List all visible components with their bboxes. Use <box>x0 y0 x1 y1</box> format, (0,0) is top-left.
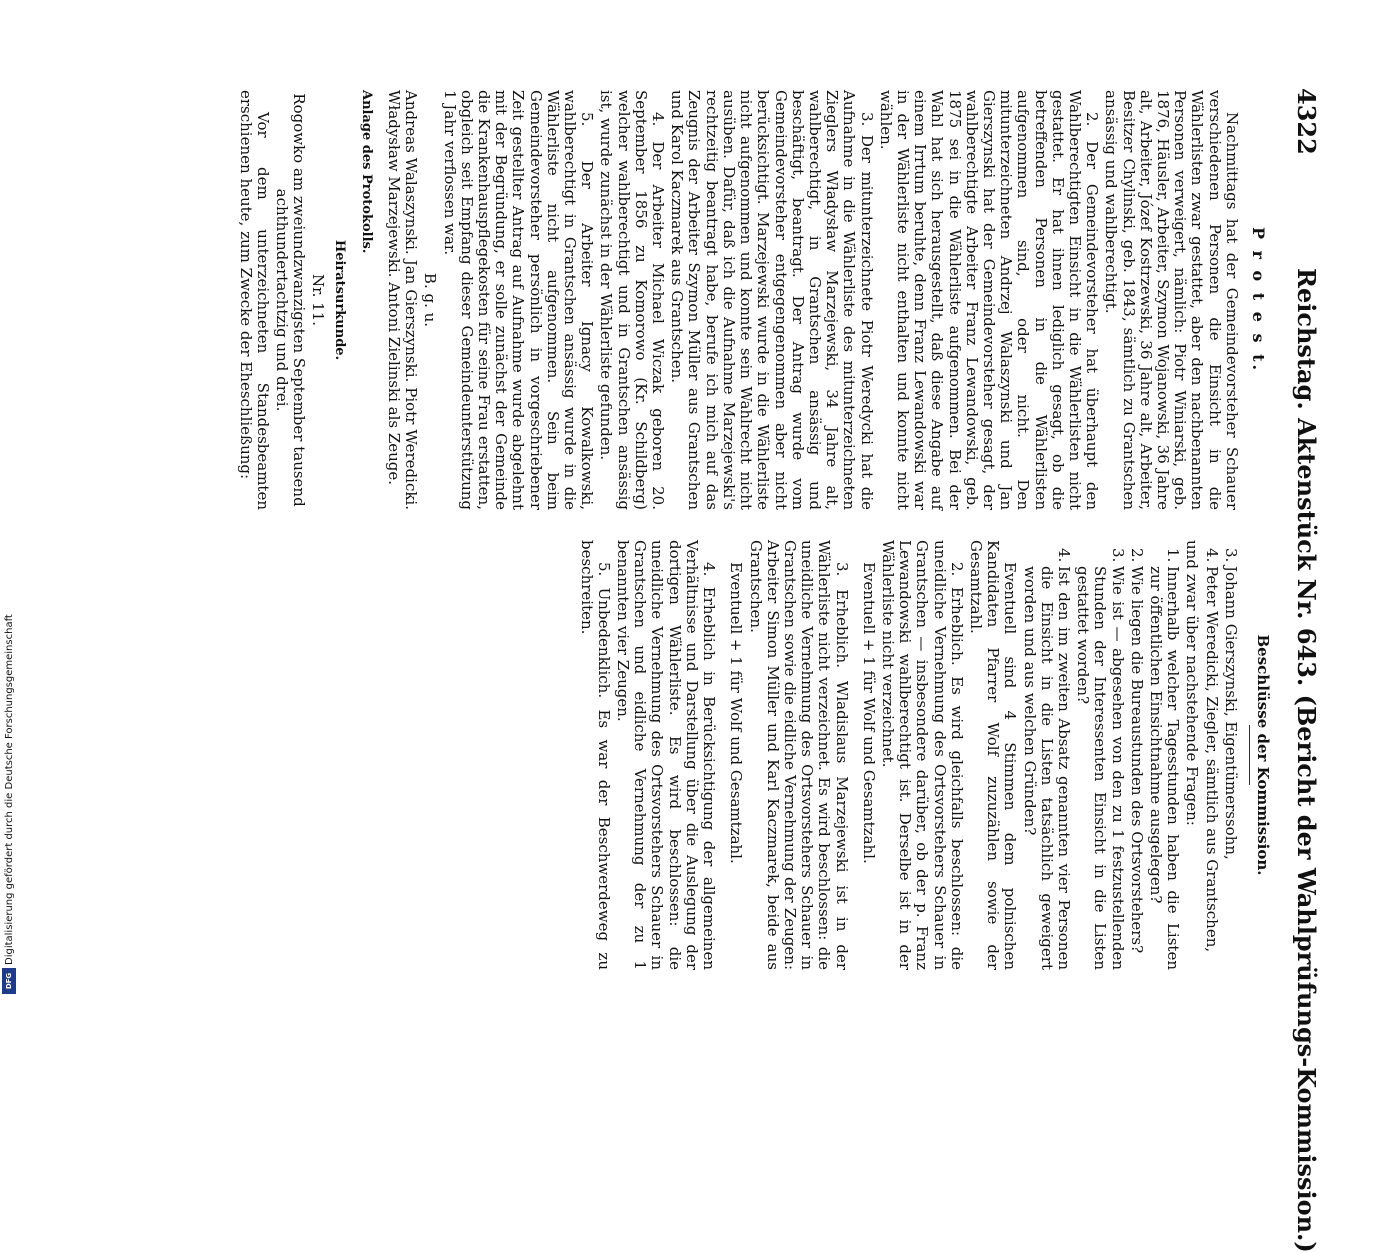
annex-text: Vor dem unterzeichneten Standesbeamten erschienen heute, zum Zwecke der Eheschließung: <box>236 90 272 510</box>
vote-line: Eventuell + 1 für Wolf und Gesamtzahl. <box>727 562 746 864</box>
item-number: 3. <box>1221 548 1240 563</box>
logo-text: DFG <box>5 972 13 990</box>
page-number: 4322 <box>1292 88 1321 155</box>
commission-heading: Beschlüsse der Kommission. <box>1254 634 1272 876</box>
page-header <box>1287 88 1327 1253</box>
paragraph: 4. Erheblich in Berücksichtigung der allgemeinen Verhältnisse und Darstellung über die Auslegung der dortigen Wählerliste. Es wird beschlossen: die uneidliche Vernehmung des Ortsvorstehers Schauer in Grantschen und eidliche Vernehmung der zu 1 benannten vier Zeugen. <box>614 540 719 970</box>
paragraph: 5. Unbedenklich. Es war der Beschwerdeweg zu beschreiten. <box>577 540 613 970</box>
digitization-footer <box>2 200 18 990</box>
item-number: 4. <box>1202 548 1221 563</box>
annex-place-date: Rogowko am zweiundzwanzigsten September tausend achthundertachtzig und drei. <box>273 93 309 507</box>
question-item <box>1128 540 1145 970</box>
item-text: Peter Weredicki, Ziegler, sämtlich aus Grantschen, <box>1202 566 1221 953</box>
annex-label: Anlage des Protokolls. <box>358 90 374 254</box>
item-text: Innerhalb welcher Tagesstunden haben die Listen zur öffentlichen Einsichtnahme ausgelegen? <box>1146 566 1183 970</box>
item-text: Johann Gierszynski, Eigentümerssohn, <box>1221 566 1240 860</box>
paragraph: 4. Der Arbeiter Michael Wiczak geboren 20. September 1856 zu Komorowo (Kr. Schildberg) welcher wahlberechtigt und in Grantschen ansässig ist, wurde zunächst in der Wählerliste gefunden. <box>597 90 668 510</box>
questions-intro: und zwar über nachstehende Fragen: <box>1183 540 1202 826</box>
question-item <box>1020 540 1072 970</box>
left-column <box>234 90 1273 510</box>
divider <box>1249 725 1250 785</box>
annex-title: Heiratsurkunde. <box>331 239 347 361</box>
paragraph: 2. Erheblich. Es wird gleichfalls beschlossen: die uneidliche Vernehmung des Ortsvorstehers Schauer in Grantschen — insbesondere darüber, ob der p. Franz Lewandowski wahlberechtigt ist. Derselbe ist in der Wählerliste nicht verzeichnet. <box>878 540 966 970</box>
list-item <box>1202 540 1219 970</box>
annex-number: Nr. 11. <box>309 273 328 327</box>
footer-text: Digitalisierung gefördert durch die Deutsche Forschungsgemeinschaft <box>4 614 15 965</box>
dfg-logo <box>2 968 16 994</box>
item-text: Wie ist — abgesehen von den zu 1 festzustellenden Stunden der Interessenten Einsicht in die Listen gestattet worden? <box>1074 566 1127 970</box>
paragraph: Nachmittags hat der Gemeindevorsteher Schauer verschiedenen Personen die Einsicht in die Wählerlisten zwar gestattet, aber den nachbenannten Personen verweigert, nämlich: Piotr Winiarski, geb. 1876, Häusler, Arbeiter, Szymon Wojanowski, 36 Jahre alt, Arbeiter, Józef Kostrzewski, 36 Jahre alt, Arbeiter, Besitzer Chylinski, geb. 1843, sämtlich zu Grantschen ansässig und wahlberechtigt. <box>1102 90 1241 510</box>
signatures: Andreas Walaszynski. Jan Gierszynski. Piotr Weredicki. Władysław Marzejewski. Antoni Zielinski als Zeuge. <box>385 90 421 510</box>
vote-line: Eventuell sind 4 Stimmen dem polnischen Kandidaten Pfarrer Wolf zuzuzählen sowie der Gesamtzahl. <box>966 540 1020 970</box>
paragraph: 2. Der Gemeindevorsteher hat überhaupt den Wahlberechtigten Einsicht in die Wählerlisten nicht gestattet. Er hat ihnen lediglich gesagt, ob die betreffenden Personen in die Wählerlisten aufgenommen sind, oder nicht. Den mitunterzeichneten Andrzej Walaszynski und Jan Gierszynski hat der Gemeindevorsteher gesagt, der wahlberechtigte Arbeiter Franz Lewandowski, geb. 1875 sei in die Wählerliste aufgenommen. Bei der Wahl hat sich herausgestellt, daß diese Angabe auf einem Irrtum beruhte, denn Franz Lewandowski war in der Wählerliste nicht enthalten und konnte nicht wählen. <box>876 90 1102 510</box>
list-item <box>1222 540 1239 970</box>
protest-heading: P r o t e s t. <box>1249 226 1268 374</box>
paragraph: 3. Erheblich. Wladislaus Marzejewski ist in der Wählerliste nicht verzeichnet. Es wird beschlossen: die uneidliche Vernehmung des Ortsvorstehers Schauer in Grantschen sowie die eidliche Vernehmung der Zeugen: Arbeiter Simon Müller und Karl Kaczmarek, beide aus Grantschen. <box>746 540 851 970</box>
paragraph: 5. Der Arbeiter Ignacy Kowalkowski, wahlberechtigt in Grantschen ansässig wurde in die Wählerliste nicht aufgenommen. Sein beim Gemeindevorsteher persönlich in vorgeschriebener Zeit gestellter Antrag auf Aufnahme wurde abgelehnt mit der Begründung, er solle zunächst der Gemeinde die Krankenhauspflegekosten für seine Frau erstatten, obgleich seit Empfang dieser Gemeindeunterstützung 1 Jahr verflossen war. <box>440 90 597 510</box>
item-number: 3. <box>1108 548 1127 563</box>
paragraph: 3. Der mitunterzeichnete Piotr Weredycki hat die Aufnahme in die Wählerliste des mitunterzeichneten Zieglers Władysław Marzejewski, 34 Jahre alt, wahlberechtigt, in Grantschen ansässig und beschäftigt, beantragt. Der Antrag wurde vom Gemeindevorsteher entgegengenommen aber nicht berücksichtigt. Marzejewski wurde in die Wählerliste nicht aufgenommen und konnte sein Wahlrecht nicht ausüben. Dafür, daß ich die Aufnahme Marzejewski's rechtzeitig beantragt habe, berufe ich mich auf das Zeugnis der Arbeiter Szymon Müller aus Grantschen und Karol Kaczmarek aus Grantschen. <box>668 90 876 510</box>
right-column <box>575 540 1273 970</box>
item-number: 2. <box>1127 548 1146 563</box>
item-number: 1. <box>1164 548 1183 563</box>
question-item <box>1147 540 1181 970</box>
signature-marks: B. g. u. <box>421 272 440 328</box>
page-title: Reichstag. Aktenstück Nr. 643. (Bericht der Wahlprüfungs-Kommission.) <box>1292 268 1321 1253</box>
question-item <box>1074 540 1126 970</box>
item-text: Wie liegen die Bureaustunden des Ortsvorstehers? <box>1127 566 1146 954</box>
item-text: Ist den im zweiten Absatz genannten vier Personen die Einsicht in die Listen tatsächlich geweigert worden und aus welchen Gründen? <box>1020 566 1073 970</box>
item-number: 4. <box>1054 548 1073 563</box>
vote-line: Eventuell + 1 für Wolf und Gesamtzahl. <box>859 562 878 864</box>
